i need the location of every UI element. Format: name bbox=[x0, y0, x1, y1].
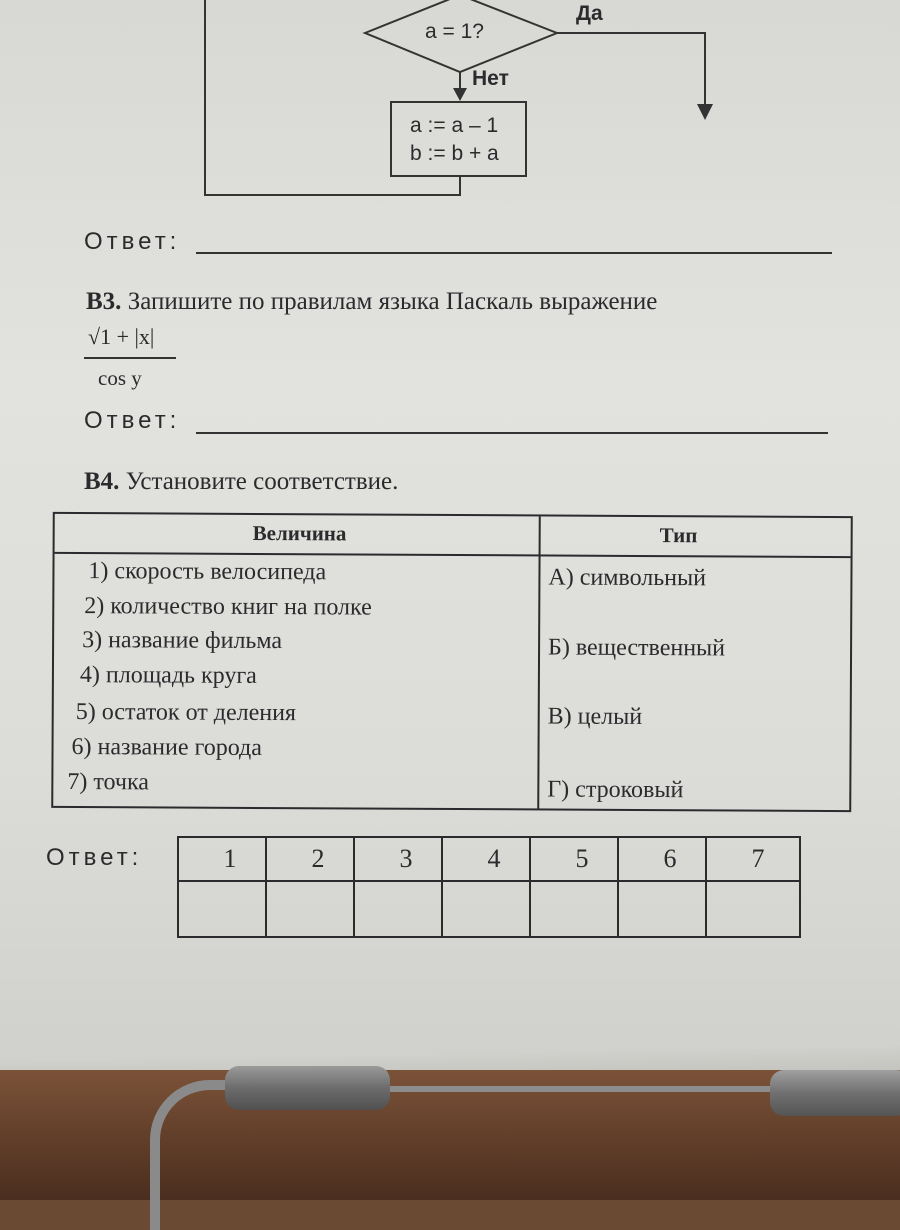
header-quantity: Величина bbox=[252, 520, 347, 546]
matching-table bbox=[51, 512, 853, 812]
binder-clip-left bbox=[225, 1066, 390, 1110]
type-item-d: Г) строковый bbox=[547, 776, 684, 804]
quantity-item-7: 7) точка bbox=[67, 768, 149, 796]
grid-number-6: 6 bbox=[663, 844, 677, 873]
binder-clip-right bbox=[770, 1070, 900, 1116]
flowchart-process-line2: b := b + a bbox=[410, 142, 499, 165]
b3-number: В3. bbox=[86, 288, 122, 315]
b4-number: В4. bbox=[84, 468, 120, 495]
answer-cell-2[interactable] bbox=[267, 882, 353, 936]
quantity-item-5: 5) остаток от деления bbox=[75, 699, 297, 727]
flowchart-condition-text: a = 1? bbox=[425, 20, 484, 43]
flowchart-no-label: Нет bbox=[472, 67, 509, 90]
answer-label-b2: Ответ: bbox=[84, 228, 181, 255]
answer-cell-3[interactable] bbox=[355, 882, 441, 936]
quantity-item-1: 1) скорость велосипеда bbox=[88, 558, 327, 586]
grid-number-2: 2 bbox=[311, 844, 325, 873]
yes-branch-line bbox=[557, 33, 705, 108]
no-arrowhead bbox=[453, 88, 467, 101]
type-item-b: Б) вещественный bbox=[548, 634, 726, 662]
grid-number-5: 5 bbox=[575, 844, 589, 873]
table-divider-horizontal bbox=[55, 552, 851, 558]
b3-numerator: √1 + |x| bbox=[88, 324, 155, 349]
flowchart-yes-label: Да bbox=[576, 2, 603, 25]
answer-line-b2[interactable] bbox=[196, 252, 832, 254]
type-item-a: А) символьный bbox=[548, 564, 707, 592]
grid-number-3: 3 bbox=[399, 844, 413, 873]
quantity-item-6: 6) название города bbox=[71, 734, 263, 762]
b4-task bbox=[84, 468, 398, 496]
table-divider-vertical bbox=[537, 516, 541, 808]
type-item-c: В) целый bbox=[547, 703, 643, 730]
b3-denominator: cos y bbox=[98, 366, 142, 390]
grid-number-4: 4 bbox=[487, 844, 501, 873]
quantity-item-4: 4) площадь круга bbox=[79, 662, 257, 689]
answer-line-b3[interactable] bbox=[196, 432, 828, 434]
grid-number-1: 1 bbox=[223, 844, 237, 873]
answer-label-b4: Ответ: bbox=[46, 844, 143, 871]
header-type: Тип bbox=[659, 523, 698, 548]
answer-cell-5[interactable] bbox=[531, 882, 617, 936]
answer-grid bbox=[177, 836, 801, 938]
b4-text: Установите соответствие. bbox=[125, 468, 399, 495]
answer-cell-7[interactable] bbox=[707, 882, 797, 936]
quantity-item-3: 3) название фильма bbox=[82, 627, 283, 655]
answer-cell-4[interactable] bbox=[443, 882, 529, 936]
answer-cell-6[interactable] bbox=[619, 882, 705, 936]
flowchart-process-line1: a := a – 1 bbox=[410, 114, 499, 137]
quantity-item-2: 2) количество книг на полке bbox=[84, 593, 372, 621]
answer-cell-1[interactable] bbox=[179, 882, 265, 936]
b3-text: Запишите по правилам языка Паскаль выражение bbox=[127, 288, 658, 315]
answer-label-b3: Ответ: bbox=[84, 407, 181, 434]
fraction-bar bbox=[84, 357, 176, 359]
yes-arrowhead bbox=[697, 104, 713, 120]
grid-number-7: 7 bbox=[751, 844, 765, 873]
b3-task bbox=[86, 288, 657, 316]
binder-wire-right bbox=[385, 1086, 775, 1092]
